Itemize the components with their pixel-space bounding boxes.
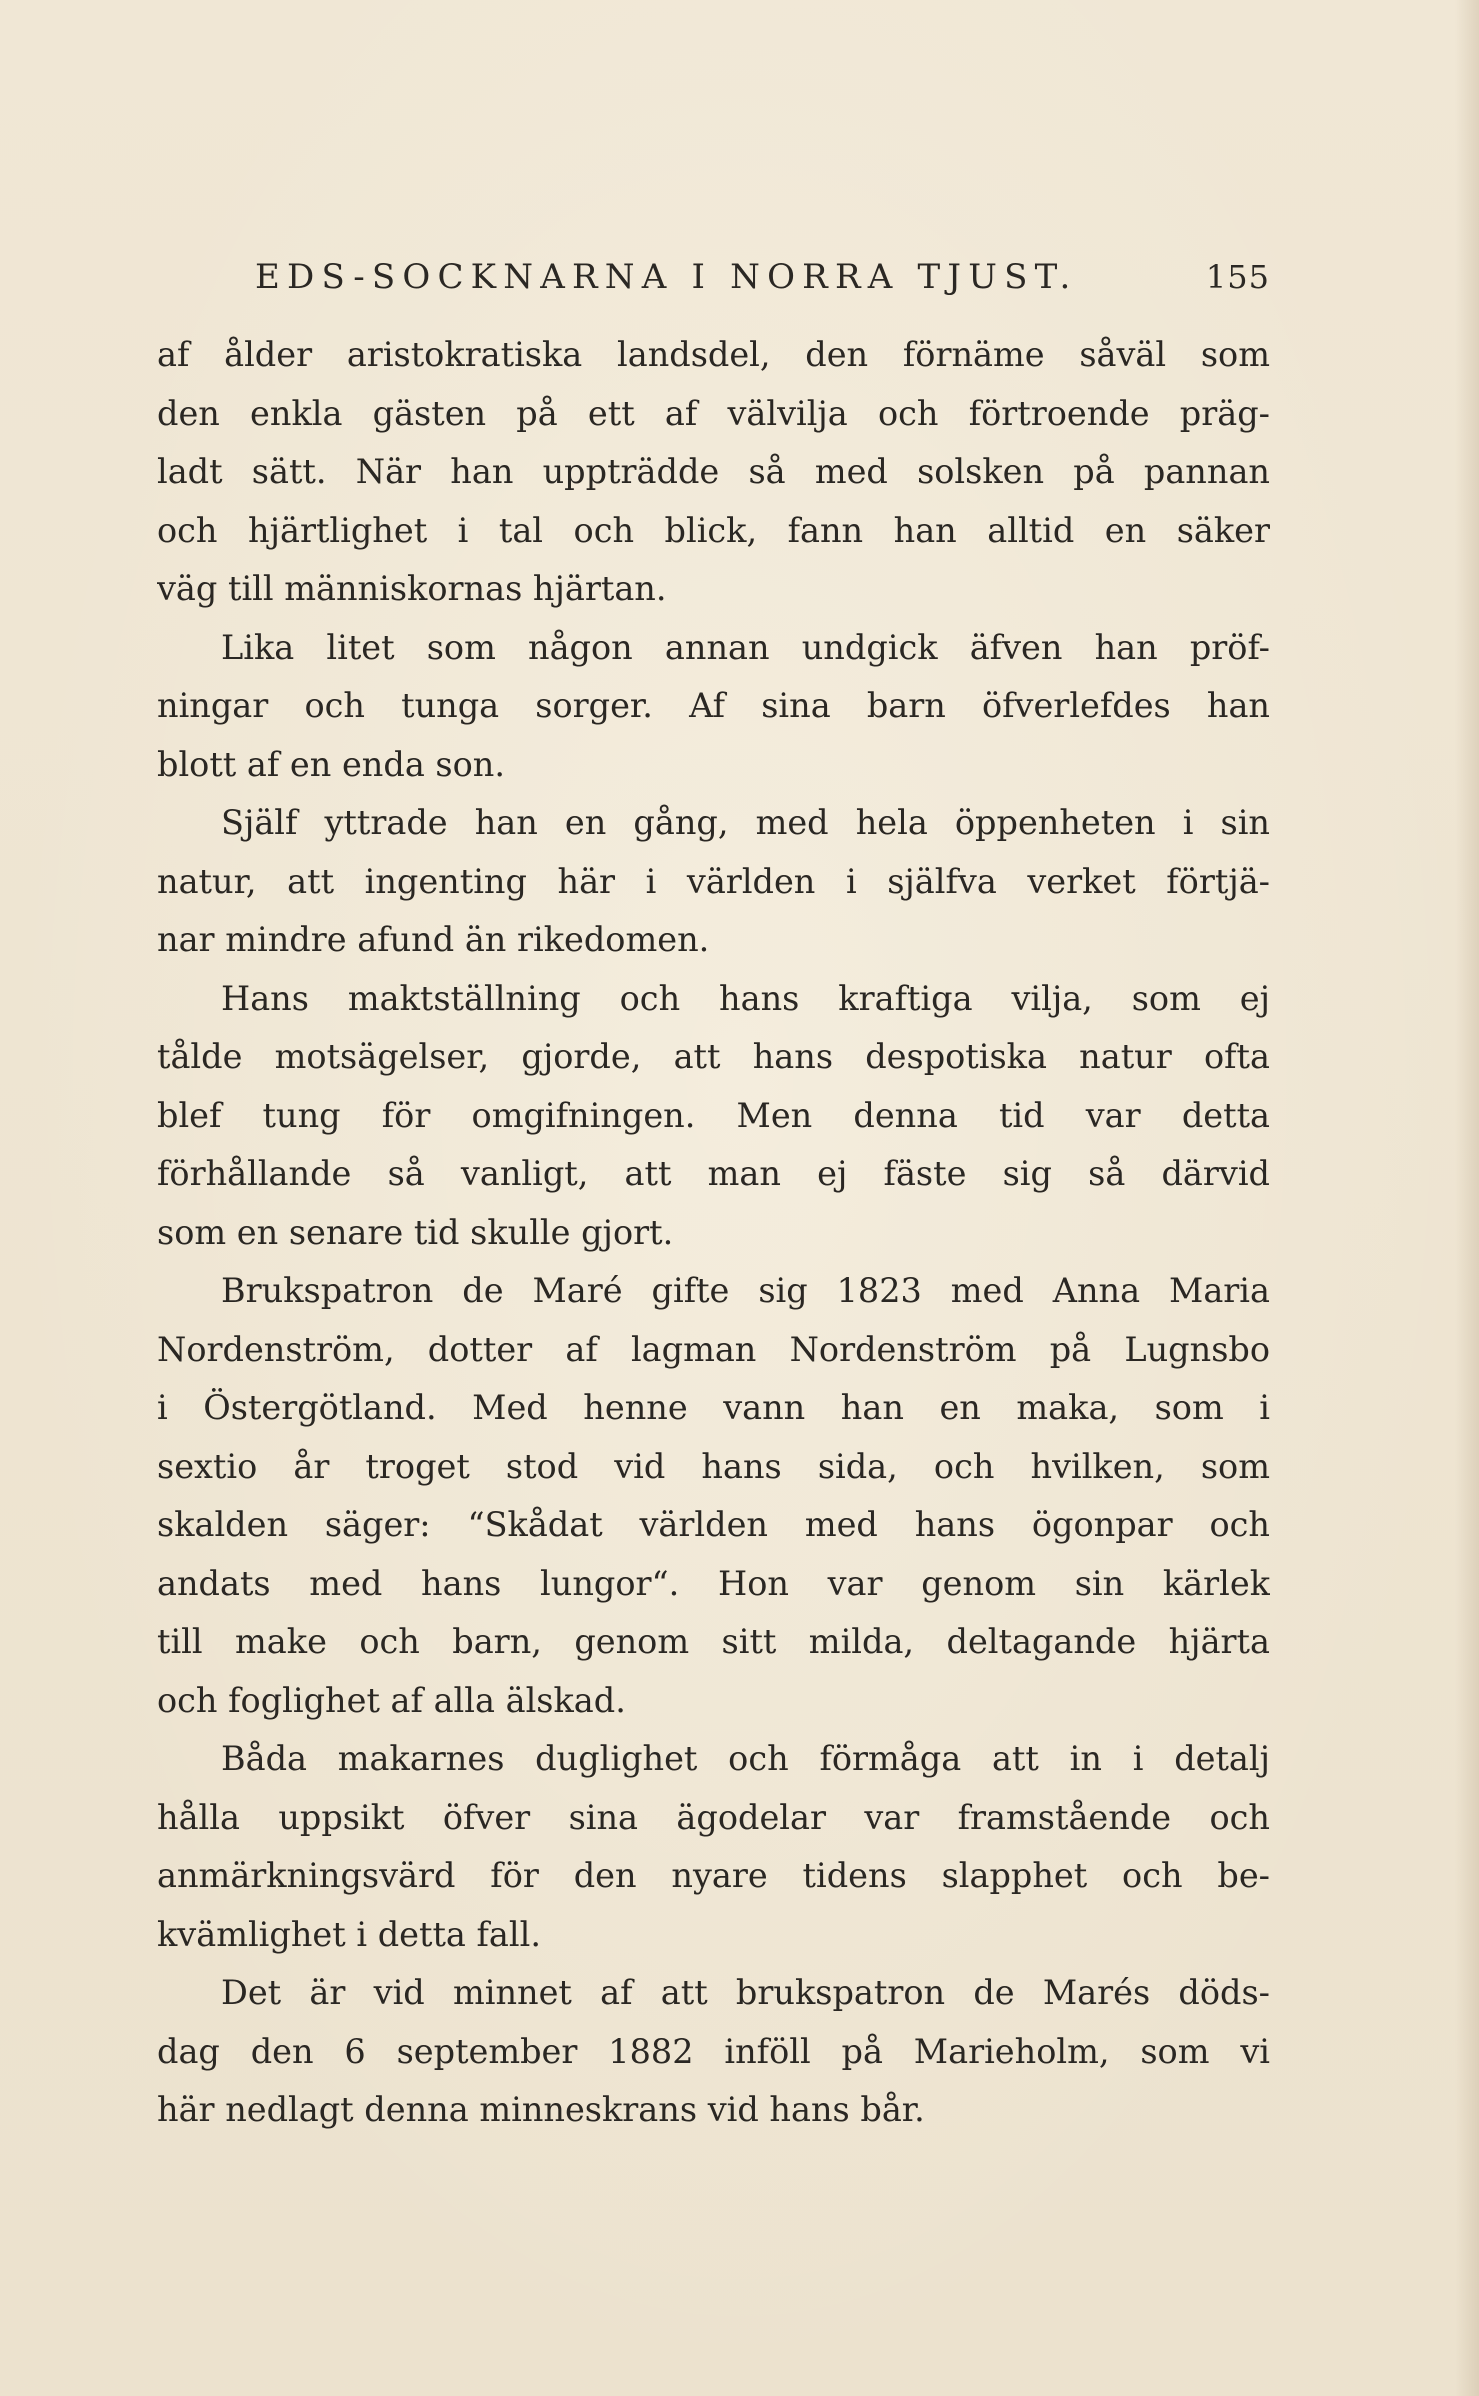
text-line: natur, att ingenting här i världen i själfva verket förtjä- [157, 861, 1270, 901]
text-line: andats med hans lungor“. Hon var genom sin kärlek [157, 1563, 1270, 1603]
text-line: den enkla gästen på ett af välvilja och förtroende präg- [157, 393, 1270, 433]
text-line: af ålder aristokratiska landsdel, den förnäme såväl som [157, 335, 1270, 374]
page-edge-shadow [1455, 0, 1479, 2396]
text-line: förhållande så vanligt, att man ej fäste sig så därvid [157, 1154, 1270, 1193]
text-line: Lika litet som någon annan undgick äfven han pröf- [221, 627, 1270, 667]
text-line: Båda makarnes duglighet och förmåga att in i detalj [221, 1739, 1270, 1778]
text-line: skalden säger: “Skådat världen med hans ögonpar och [157, 1505, 1270, 1544]
text-line: dag den 6 september 1882 inföll på Marieholm, som vi [157, 2031, 1270, 2071]
text-line: och foglighet af alla älskad. [157, 1680, 626, 1720]
text-line: blef tung för omgifningen. Men denna tid var detta [157, 1095, 1270, 1135]
page-header [255, 252, 1270, 302]
text-line: som en senare tid skulle gjort. [157, 1212, 674, 1252]
text-line: i Östergötland. Med henne vann han en maka, som i [157, 1388, 1270, 1427]
text-line: blott af en enda son. [157, 744, 506, 784]
text-line: Det är vid minnet af att brukspatron de Marés döds- [221, 1973, 1270, 2012]
text-line: hålla uppsikt öfver sina ägodelar var framstående och [157, 1797, 1270, 1837]
text-line: till make och barn, genom sitt milda, deltagande hjärta [157, 1622, 1270, 1661]
page-number: 155 [1205, 258, 1270, 296]
text-line: väg till människornas hjärtan. [157, 569, 667, 608]
text-line: Hans maktställning och hans kraftiga vilja, som ej [221, 978, 1270, 1018]
text-line: nar mindre afund än rikedomen. [157, 920, 710, 959]
text-line: ladt sätt. När han uppträdde så med solsken på pannan [157, 452, 1270, 491]
text-line: tålde motsägelser, gjorde, att hans despotiska natur ofta [157, 1037, 1270, 1076]
text-line: och hjärtlighet i tal och blick, fann han alltid en säker [157, 510, 1270, 550]
text-line: anmärkningsvärd för den nyare tidens slapphet och be- [157, 1856, 1270, 1895]
text-line: Nordenström, dotter af lagman Nordenström på Lugnsbo [157, 1329, 1270, 1369]
text-line: kvämlighet i detta fall. [157, 1914, 541, 1954]
body-text [157, 326, 1270, 2140]
text-line: här nedlagt denna minneskrans vid hans bår. [157, 2090, 925, 2129]
text-line: sextio år troget stod vid hans sida, och hvilken, som [157, 1446, 1270, 1486]
running-title: EDS-SOCKNARNA I NORRA TJUST. [255, 257, 1078, 297]
text-line: ningar och tunga sorger. Af sina barn öfverlefdes han [157, 686, 1270, 725]
text-line: Brukspatron de Maré gifte sig 1823 med Anna Maria [221, 1271, 1270, 1310]
text-line: Själf yttrade han en gång, med hela öppenheten i sin [221, 803, 1270, 842]
